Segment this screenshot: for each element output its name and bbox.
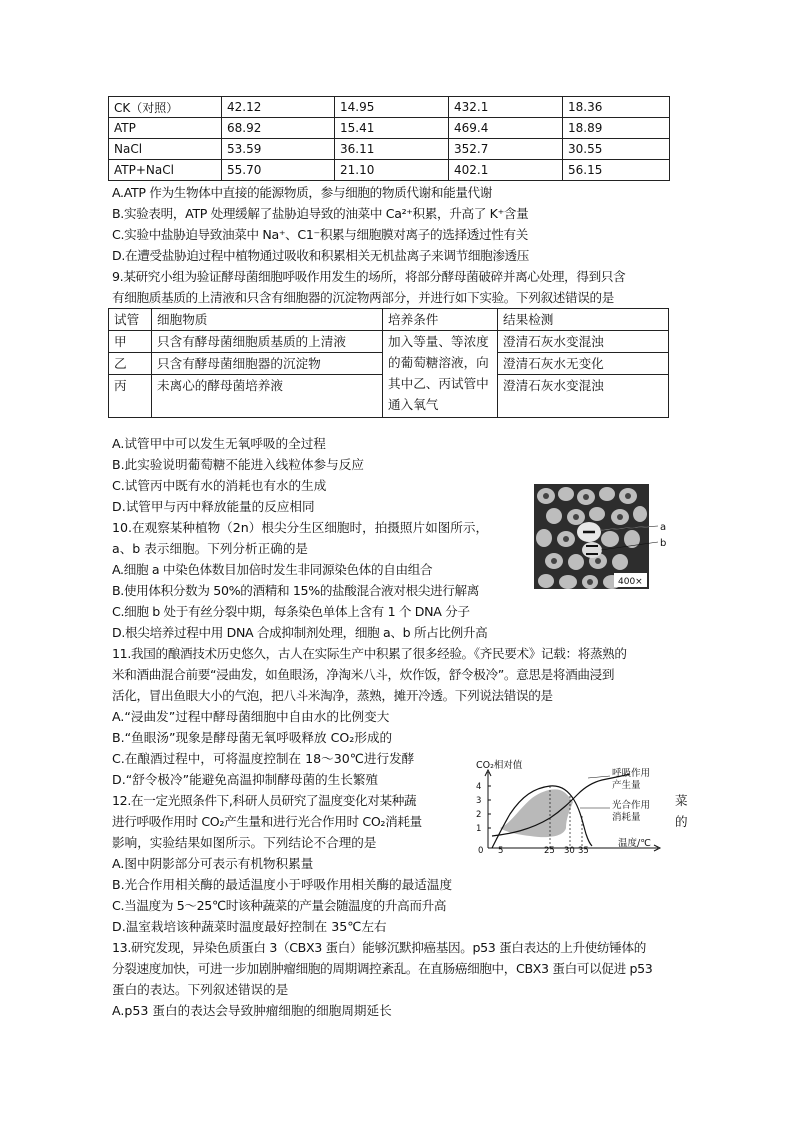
- q12-stem-tail: 的: [675, 814, 688, 829]
- q11-option-d: D.“舒令极冷”能避免高温抑制酵母菌的生长繁殖: [112, 772, 379, 787]
- x-axis-label: 温度/℃: [618, 838, 651, 849]
- q10-option-c: C.细胞 b 处于有丝分裂中期，每条染色单体上含有 1 个 DNA 分子: [112, 604, 470, 619]
- q11-option-a: A.“浸曲发”过程中酵母菌细胞中自由水的比例变大: [112, 709, 390, 724]
- x-tick: 35: [578, 846, 589, 854]
- table-cell: 甲: [109, 331, 152, 353]
- legend-respiration: 呼吸作用: [612, 768, 651, 779]
- condition-line: 通入氧气: [388, 397, 439, 412]
- table-cell: 澄清石灰水变混浊: [498, 331, 669, 353]
- table-cell: 21.10: [335, 160, 449, 181]
- table-header-row: [109, 309, 669, 331]
- table-cell: CK（对照）: [109, 97, 222, 118]
- q10-stem-line: 10.在观察某种植物（2n）根尖分生区细胞时，拍摄照片如图所示，: [112, 520, 489, 535]
- q12-option-a: A.图中阴影部分可表示有机物积累量: [112, 856, 314, 871]
- y-axis-label: CO₂相对值: [476, 760, 523, 771]
- q8-option-c: C.实验中盐胁迫导致油菜中 Na⁺、C1⁻积累与细胞膜对离子的选择透过性有关: [112, 227, 528, 242]
- table-cell: 乙: [109, 353, 152, 375]
- table-row: [109, 118, 670, 139]
- table-header: 细胞物质: [152, 309, 383, 331]
- q13-stem-line: 分裂速度加快，可进一步加剧肿瘤细胞的周期调控紊乱。在直肠癌细胞中，CBX3 蛋白可以促进 p53: [112, 961, 653, 976]
- label-b: b: [660, 538, 667, 549]
- table-cell: 15.41: [335, 118, 449, 139]
- table-cell: NaCl: [109, 139, 222, 160]
- legend-photosynthesis: 消耗量: [612, 812, 641, 823]
- co2-temperature-graph: [470, 756, 695, 854]
- q8-option-d: D.在遭受盐胁迫过程中植物通过吸收和积累相关无机盐离子来调节细胞渗透压: [112, 248, 530, 263]
- table-row: [109, 97, 670, 118]
- legend-photosynthesis: 光合作用: [612, 800, 651, 811]
- table-row: [109, 160, 670, 181]
- y-tick: 3: [476, 796, 482, 806]
- q9-option-b: B.此实验说明葡萄糖不能进入线粒体参与反应: [112, 457, 364, 472]
- q11-stem-line: 11.我国的酿酒技术历史悠久，古人在实际生产中积累了很多经验。《齐民要术》记载：将蒸熟的: [112, 646, 627, 661]
- q9-option-c: C.试管丙中既有水的消耗也有水的生成: [112, 478, 327, 493]
- table-cell: 432.1: [449, 97, 563, 118]
- q9-option-a: A.试管甲中可以发生无氧呼吸的全过程: [112, 436, 326, 451]
- table-cell: 55.70: [222, 160, 335, 181]
- q13-stem-line: 13.研究发现，异染色质蛋白 3（CBX3 蛋白）能够沉默抑癌基因。p53 蛋白表达的上升使纺锤体的: [112, 940, 647, 955]
- table-cell: 澄清石灰水变混浊: [498, 375, 669, 418]
- table-cell: 30.55: [563, 139, 670, 160]
- table-cell: 402.1: [449, 160, 563, 181]
- table-cell: 36.11: [335, 139, 449, 160]
- table-cell: ATP+NaCl: [109, 160, 222, 181]
- y-tick: 1: [476, 824, 482, 834]
- q13-stem-line: 蛋白的表达。下列叙述错误的是: [112, 982, 289, 997]
- q12-option-c: C.当温度为 5～25℃时该种蔬菜的产量会随温度的升高而升高: [112, 898, 447, 913]
- cell-b: [582, 542, 602, 558]
- q11-option-c: C.在酿酒过程中，可将温度控制在 18～30℃进行发酵: [112, 751, 415, 766]
- q8-option-b: B.实验表明，ATP 处理缓解了盐胁迫导致的油菜中 Ca²⁺积累，升高了 K⁺含量: [112, 206, 529, 221]
- table-cell: 18.89: [563, 118, 670, 139]
- table-cell: 只含有酵母菌细胞器的沉淀物: [152, 353, 383, 375]
- q12-stem-line: 12.在一定光照条件下,科研人员研究了温度变化对某种蔬: [112, 793, 417, 808]
- q11-stem-line: 活化，冒出鱼眼大小的气泡，把八斗米淘净，蒸熟，摊开冷透。下列说法错误的是: [112, 688, 553, 703]
- table-row: [109, 331, 669, 353]
- q10-stem-line: a、b 表示细胞。下列分析正确的是: [112, 541, 309, 556]
- table-cell: 469.4: [449, 118, 563, 139]
- table-cell: 14.95: [335, 97, 449, 118]
- q12-stem-line: 影响，实验结果如图所示。下列结论不合理的是: [112, 835, 377, 850]
- legend-respiration: 产生量: [612, 780, 641, 791]
- condition-line: 的葡萄糖溶液，向: [388, 355, 489, 370]
- q12-option-b: B.光合作用相关酶的最适温度小于呼吸作用相关酶的最适温度: [112, 877, 453, 892]
- x-tick: 5: [498, 846, 504, 854]
- q13-option-a: A.p53 蛋白的表达会导致肿瘤细胞的细胞周期延长: [112, 1003, 392, 1018]
- y-tick: 2: [476, 810, 482, 820]
- table-cell: ATP: [109, 118, 222, 139]
- q10-option-a: A.细胞 a 中染色体数目加倍时发生非同源染色体的自由组合: [112, 562, 433, 577]
- table-cell: 丙: [109, 375, 152, 418]
- table-cell: 56.15: [563, 160, 670, 181]
- table-header: 培养条件: [383, 309, 498, 331]
- table-cell: 68.92: [222, 118, 335, 139]
- label-a: a: [660, 522, 667, 533]
- x-tick: 25: [544, 846, 555, 854]
- q11-option-b: B.“鱼眼汤”现象是酵母菌无氧呼吸释放 CO₂形成的: [112, 730, 393, 745]
- condition-line: 加入等量、等浓度: [388, 334, 489, 349]
- magnification-label: 400×: [618, 577, 643, 587]
- x-tick: 30: [564, 846, 575, 854]
- q9-stem-line: 有细胞质基质的上清液和只含有细胞器的沉淀物两部分，并进行如下实验。下列叙述错误的是: [112, 290, 614, 305]
- table-cell: 42.12: [222, 97, 335, 118]
- q8-option-a: A.ATP 作为生物体中直接的能源物质，参与细胞的物质代谢和能量代谢: [112, 185, 493, 200]
- table-cell: 未离心的酵母菌培养液: [152, 375, 383, 418]
- table-cell: 352.7: [449, 139, 563, 160]
- yeast-experiment-table: [108, 308, 669, 418]
- q12-stem-tail: 菜: [675, 793, 688, 808]
- table-cell: 只含有酵母菌细胞质基质的上清液: [152, 331, 383, 353]
- q12-stem-line: 进行呼吸作用时 CO₂产生量和进行光合作用时 CO₂消耗量: [112, 814, 422, 829]
- table-cell: 53.59: [222, 139, 335, 160]
- table-row: [109, 139, 670, 160]
- q10-option-b: B.使用体积分数为 50%的酒精和 15%的盐酸混合液对根尖进行解离: [112, 583, 479, 598]
- culture-condition-cell: [383, 331, 498, 418]
- ion-content-table: [108, 96, 670, 181]
- q12-option-d: D.温室栽培该种蔬菜时温度最好控制在 35℃左右: [112, 919, 387, 934]
- table-header: 结果检测: [498, 309, 669, 331]
- q11-stem-line: 米和酒曲混合前要“浸曲发，如鱼眼汤，净淘米八斗，炊作饭，舒令极冷”。意思是将酒曲浸到: [112, 667, 615, 682]
- table-cell: 18.36: [563, 97, 670, 118]
- q9-stem-line: 9.某研究小组为验证酵母菌细胞呼吸作用发生的场所，将部分酵母菌破碎并离心处理，得到只含: [112, 269, 626, 284]
- table-cell: 澄清石灰水无变化: [498, 353, 669, 375]
- table-header: 试管: [109, 309, 152, 331]
- condition-line: 其中乙、丙试管中: [388, 376, 489, 391]
- root-tip-micrograph: [534, 484, 669, 589]
- origin-label: 0: [478, 846, 484, 854]
- q9-option-d: D.试管甲与丙中释放能量的反应相同: [112, 499, 315, 514]
- q10-option-d: D.根尖培养过程中用 DNA 合成抑制剂处理，细胞 a、b 所占比例升高: [112, 625, 488, 640]
- y-tick: 4: [476, 782, 482, 792]
